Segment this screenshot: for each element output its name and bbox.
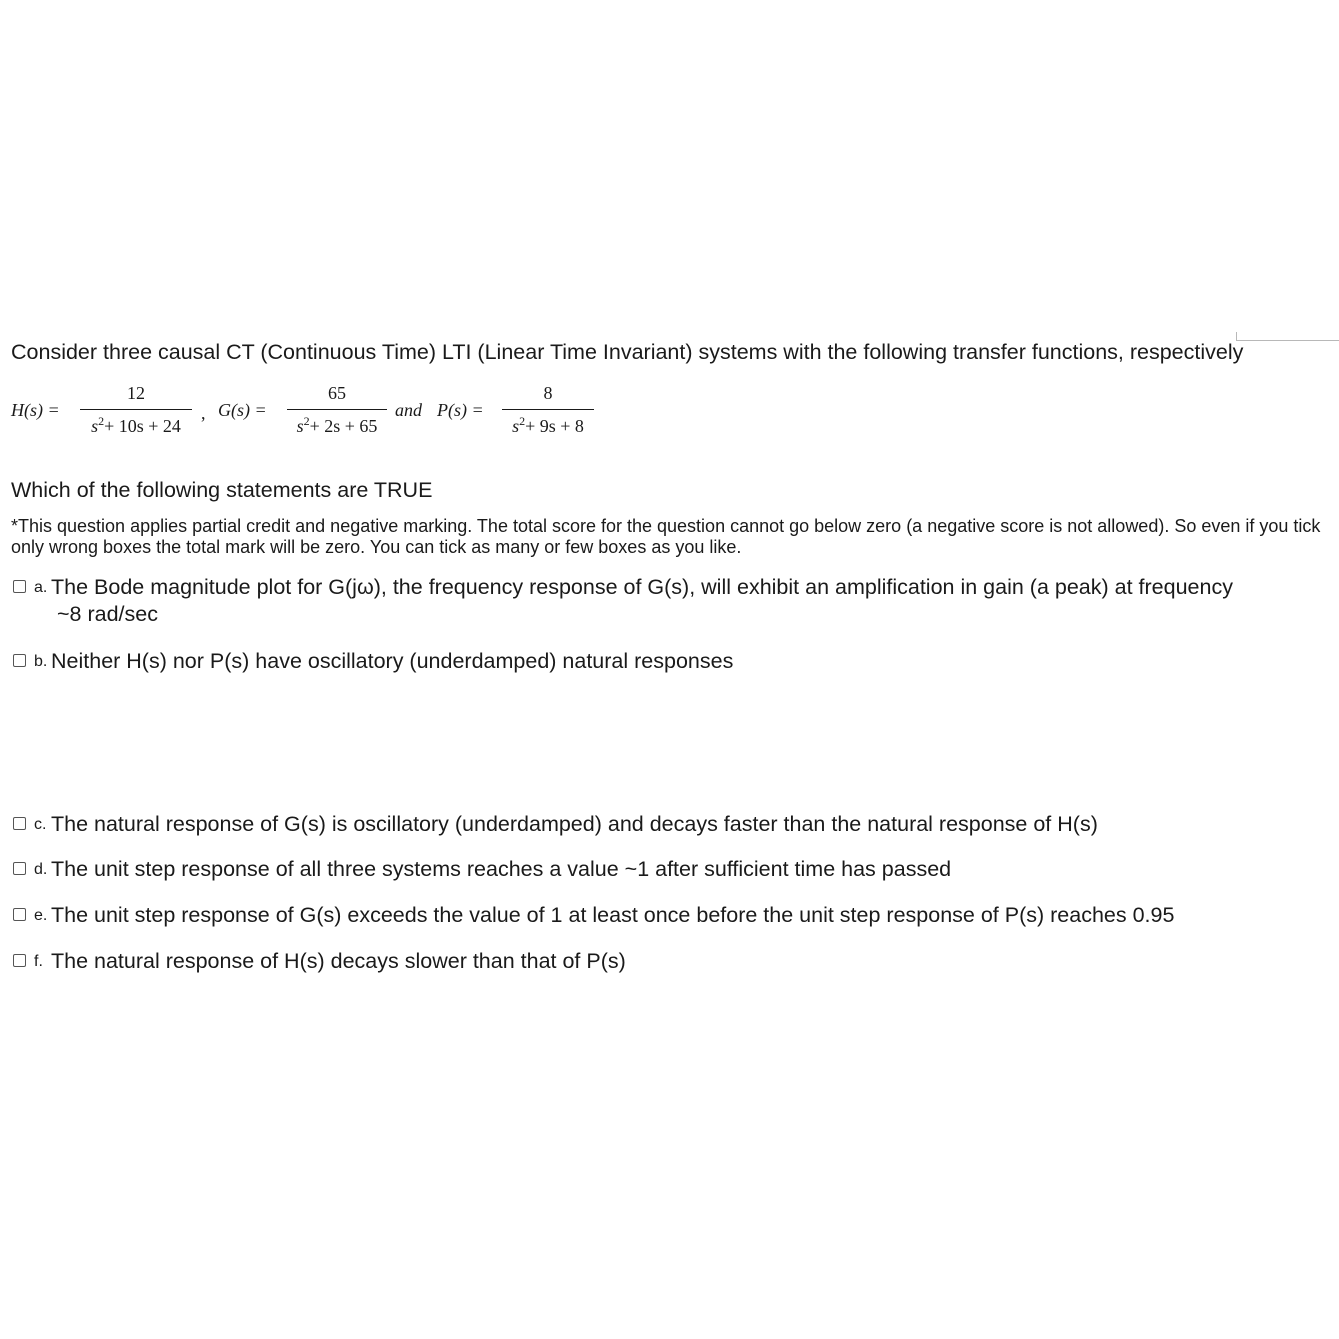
option-a-letter: a. [34, 579, 48, 596]
option-b-letter: b. [34, 653, 48, 670]
and-separator: and [395, 400, 422, 420]
p-denominator: $s^2+ 9s + 8$ [512, 414, 584, 436]
question-prompt: Which of the following statements are TRUE [11, 478, 433, 502]
option-d-letter: d. [34, 861, 48, 878]
option-e-checkbox[interactable] [13, 908, 26, 921]
corner-decoration [1236, 332, 1339, 341]
h-numerator: 12 [127, 383, 145, 403]
p-fraction-bar [502, 409, 594, 410]
option-f-letter: f. [34, 953, 43, 970]
transfer-functions [11, 367, 1331, 447]
option-c-letter: c. [34, 816, 47, 833]
option-e-text: The unit step response of G(s) exceeds the value of 1 at least once before the unit step response of P(s) reaches 0.95 [51, 903, 1175, 927]
g-lhs: G(s) = [218, 400, 267, 420]
option-f-checkbox[interactable] [13, 954, 26, 967]
option-f-text: The natural response of H(s) decays slower than that of P(s) [51, 949, 626, 973]
option-a-checkbox[interactable] [13, 580, 26, 593]
option-c-text: The natural response of G(s) is oscillatory (underdamped) and decays faster than the natural response of H(s) [51, 812, 1098, 836]
p-lhs: P(s) = [437, 400, 484, 420]
h-fraction-bar [80, 409, 192, 410]
option-a[interactable] [11, 574, 1339, 630]
p-numerator: 8 [543, 383, 553, 403]
option-a-text-line2: ~8 rad/sec [57, 602, 158, 626]
option-e-letter: e. [34, 907, 48, 924]
h-denominator: $s^2+ 10s + 24$ [91, 414, 181, 436]
g-fraction-bar [287, 409, 387, 410]
option-c-checkbox[interactable] [13, 817, 26, 830]
option-a-text [51, 574, 1339, 628]
option-b-text: Neither H(s) nor P(s) have oscillatory (underdamped) natural responses [51, 649, 734, 673]
option-b-checkbox[interactable] [13, 654, 26, 667]
g-denominator: $s^2+ 2s + 65$ [296, 414, 378, 436]
option-d-checkbox[interactable] [13, 862, 26, 875]
h-lhs: H(s) = [11, 400, 60, 420]
question-block [11, 340, 1331, 973]
g-numerator: 65 [328, 383, 346, 403]
marking-note: *This question applies partial credit and negative marking. The total score for the question cannot go below zero (a negative score is not allowed). So even if you tick only wrong boxes the total mark will be zero. You can tick as many or few boxes as you like. [11, 516, 1321, 557]
option-a-text-line1: The Bode magnitude plot for G(jω), the frequency response of G(s), will exhibit an amplification in gain (a peak) at frequency [51, 575, 1233, 599]
option-d-text: The unit step response of all three systems reaches a value ~1 after sufficient time has passed [51, 857, 952, 881]
question-intro: Consider three causal CT (Continuous Time) LTI (Linear Time Invariant) systems with the following transfer functions, respectively [11, 340, 1244, 364]
comma-separator: , [201, 403, 206, 423]
